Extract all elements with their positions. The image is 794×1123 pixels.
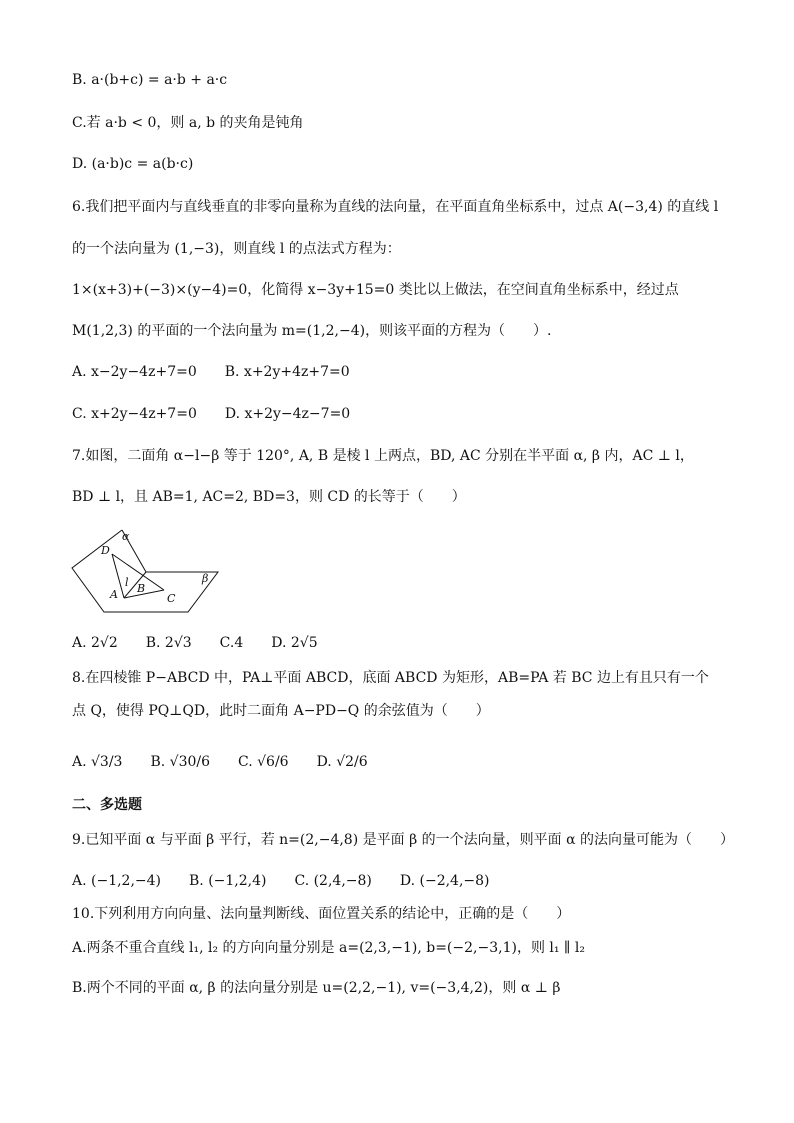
option-5c: C.若 a·b < 0，则 a, b 的夹角是钝角 [72, 115, 304, 131]
options-8: A. √3/3 B. √30/6 C. √6/6 D. √2/6 [72, 754, 368, 770]
dihedral-angle-figure [68, 528, 228, 618]
question-6-line-3: 1×(x+3)+(−3)×(y−4)=0，化简得 x−3y+15=0 类比以上做法，在空间直角坐标系中，经过点 [72, 282, 679, 298]
option-10b: B.两个不同的平面 α, β 的法向量分别是 u=(2,2,−1), v=(−3,4,2)，则 α ⊥ β [72, 980, 561, 996]
question-9: 9.已知平面 α 与平面 β 平行，若 n=(2,−4,8) 是平面 β 的一个法向量，则平面 α 的法向量可能为（ ） [72, 832, 734, 848]
options-6-ab: A. x−2y−4z+7=0 B. x+2y+4z+7=0 [72, 364, 350, 380]
option-10a: A.两条不重合直线 l₁, l₂ 的方向向量分别是 a=(2,3,−1), b=(−2,−3,1)，则 l₁ ∥ l₂ [72, 940, 585, 956]
label-d: D [101, 544, 110, 557]
section-heading-multiple-choice: 二、多选题 [72, 797, 142, 813]
label-c: C [167, 592, 176, 605]
question-6-line-2: 的一个法向量为 (1,−3)，则直线 l 的点法式方程为： [72, 241, 401, 257]
label-l: l [125, 576, 129, 589]
question-6-line-1: 6.我们把平面内与直线垂直的非零向量称为直线的法向量，在平面直角坐标系中，过点 A(−3,4) 的直线 l [72, 199, 719, 215]
option-5d: D. (a·b)c = a(b·c) [72, 156, 194, 172]
label-beta: β [202, 572, 209, 585]
options-6-cd: C. x+2y−4z+7=0 D. x+2y−4z−7=0 [72, 406, 351, 422]
option-5b: B. a·(b+c) = a·b + a·c [72, 72, 228, 88]
question-7-line-2: BD ⊥ l，且 AB=1, AC=2, BD=3，则 CD 的长等于（ ） [72, 489, 466, 505]
options-9: A. (−1,2,−4) B. (−1,2,4) C. (2,4,−8) D. (−2,4,−8) [72, 873, 490, 889]
question-8-line-1: 8.在四棱锥 P−ABCD 中，PA⊥平面 ABCD，底面 ABCD 为矩形，AB=PA 若 BC 边上有且只有一个 [72, 670, 709, 686]
question-8-line-2: 点 Q，使得 PQ⊥QD，此时二面角 A−PD−Q 的余弦值为（ ） [72, 703, 490, 719]
options-7: A. 2√2 B. 2√3 C.4 D. 2√5 [72, 635, 318, 651]
question-10: 10.下列利用方向向量、法向量判断线、面位置关系的结论中，正确的是（ ） [72, 906, 571, 922]
label-b: B [137, 582, 146, 595]
question-7-line-1: 7.如图，二面角 α−l−β 等于 120°, A, B 是棱 l 上两点，BD, AC 分别在半平面 α, β 内，AC ⊥ l， [72, 448, 694, 464]
label-alpha: α [122, 530, 130, 543]
question-6-line-4: M(1,2,3) 的平面的一个法向量为 m=(1,2,−4)，则该平面的方程为（ ）. [72, 323, 552, 339]
label-a: A [110, 588, 118, 601]
